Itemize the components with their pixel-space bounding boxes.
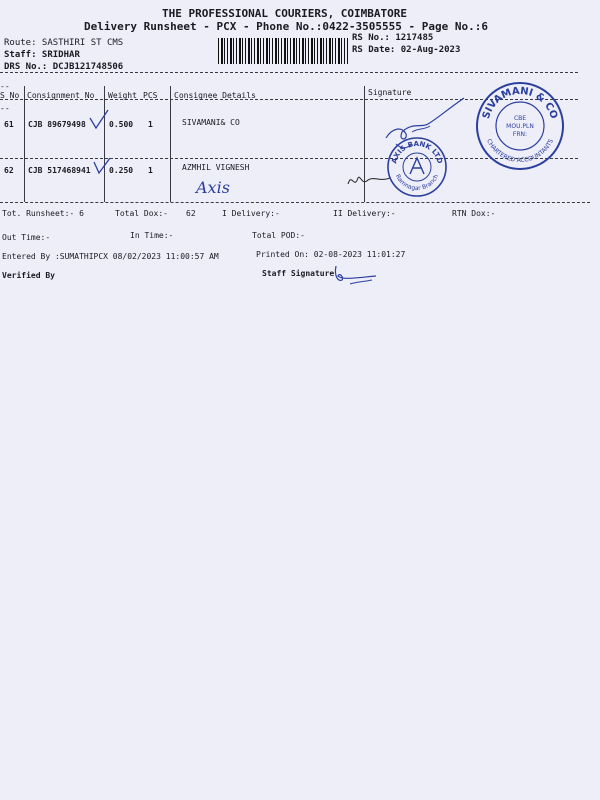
barcode bbox=[218, 38, 348, 64]
total-dox-label: Total Dox:- bbox=[115, 209, 168, 218]
tot-runsheet: Tot. Runsheet:- 6 bbox=[2, 209, 84, 218]
svg-text:CBE: CBE bbox=[513, 115, 527, 122]
row-pcs: 1 bbox=[148, 166, 153, 175]
total-pod: Total POD:- bbox=[252, 231, 305, 240]
checkmark-icon bbox=[88, 108, 110, 130]
checkmark-icon bbox=[92, 156, 112, 176]
total-dox-value: 62 bbox=[186, 209, 196, 218]
row-consignee: SIVAMANI& CO bbox=[182, 118, 240, 127]
row-consignment: CJB 89679498 bbox=[28, 120, 86, 129]
row-weight: 0.250 bbox=[109, 166, 134, 175]
axis-bank-stamp bbox=[386, 136, 448, 198]
row-consignee: AZMHIL VIGNESH bbox=[182, 163, 250, 172]
col-header-consignee: Consignee Details bbox=[174, 91, 256, 100]
printed-on: Printed On: 02-08-2023 11:01:27 bbox=[256, 250, 406, 259]
sivamani-stamp bbox=[474, 80, 566, 172]
col-header-pcs: PCS bbox=[143, 91, 158, 100]
ii-delivery: II Delivery:- bbox=[333, 209, 396, 218]
stamp-bottom-text: CHARTERED ACCOUNTANTS bbox=[485, 137, 555, 165]
route: Route: SASTHIRI ST CMS bbox=[4, 38, 124, 48]
runsheet-title: Delivery Runsheet - PCX - Phone No.:0422-3505555 - Page No.:6 bbox=[84, 20, 488, 33]
staff-signature-label: Staff Signature bbox=[262, 269, 335, 278]
in-time: In Time:- bbox=[130, 231, 174, 240]
col-header-signature: Signature bbox=[368, 88, 412, 97]
row-weight: 0.500 bbox=[109, 120, 134, 129]
out-time: Out Time:- bbox=[2, 233, 51, 242]
drs-number: DRS No.: DCJB121748506 bbox=[4, 62, 124, 72]
rtn-dox: RTN Dox:- bbox=[452, 209, 496, 218]
axis-stamp-bottom-text: Ramnagar Branch bbox=[393, 173, 441, 193]
handwritten-axis: Axis bbox=[196, 178, 230, 197]
row-consignment: CJB 517468941 bbox=[28, 166, 91, 175]
entered-by: Entered By :SUMATHIPCX 08/02/2023 11:00:57 AM bbox=[2, 252, 219, 261]
axis-logo-icon bbox=[410, 158, 424, 174]
axis-stamp-top-text: AXIS BANK LTD bbox=[390, 139, 444, 165]
col-header-weight: Weight bbox=[108, 91, 137, 100]
staff: Staff: SRIDHAR bbox=[4, 50, 80, 60]
i-delivery: I Delivery:- bbox=[222, 209, 280, 218]
col-header-sno-dash: -- bbox=[0, 82, 10, 91]
rs-date: RS Date: 02-Aug-2023 bbox=[352, 45, 461, 55]
staff-signature bbox=[332, 262, 382, 288]
rs-number: RS No.: 1217485 bbox=[352, 33, 434, 43]
rule-row-2 bbox=[0, 202, 590, 203]
rule-top bbox=[0, 72, 578, 73]
row-pcs: 1 bbox=[148, 120, 153, 129]
col-header-consignment: Consignment No bbox=[27, 91, 95, 100]
verified-by: Verified By bbox=[2, 271, 55, 280]
svg-text:FRN:: FRN: bbox=[512, 131, 528, 138]
svg-text:MOU.PLN: MOU.PLN bbox=[506, 123, 534, 130]
row-sno: 62 bbox=[4, 166, 14, 175]
row-sno: 61 bbox=[4, 120, 14, 129]
company-name: THE PROFESSIONAL COURIERS, COIMBATORE bbox=[162, 7, 408, 20]
col-header-sno: S No bbox=[0, 91, 20, 100]
stamp-top-text: SIVAMANI & CO bbox=[480, 85, 560, 121]
